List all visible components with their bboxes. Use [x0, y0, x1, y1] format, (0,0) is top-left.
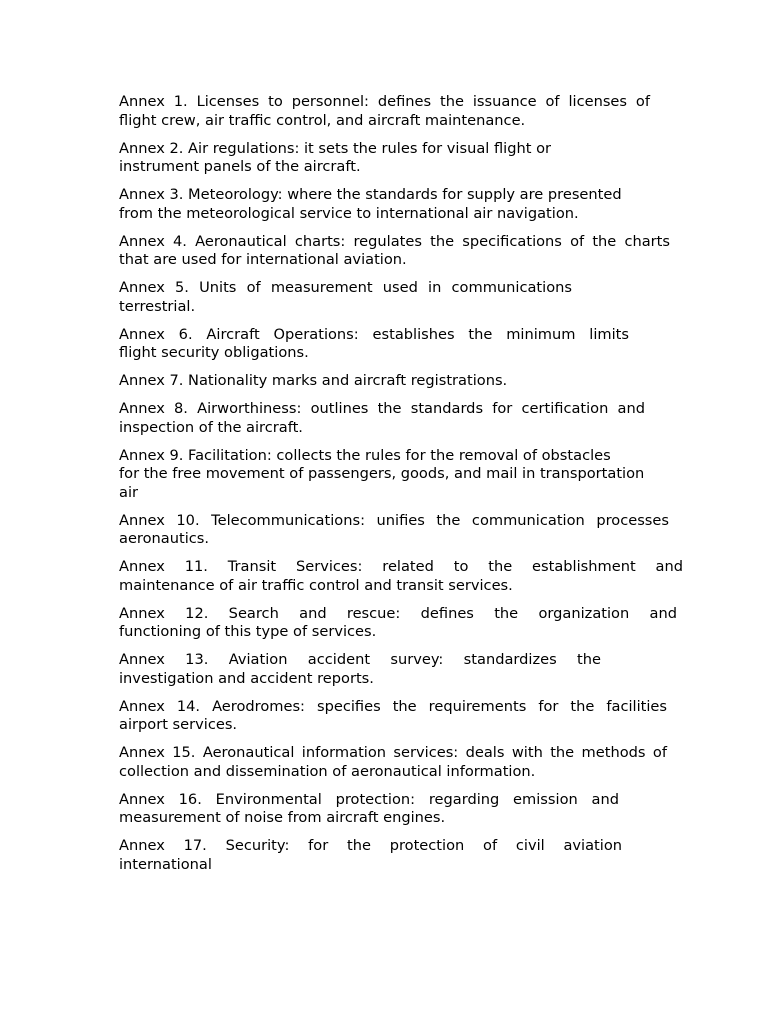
text-line: Annex 4. Aeronautical charts: regulates the specifications of the charts — [119, 232, 670, 250]
text-line: Annex 10. Telecommunications: unifies the communication processes — [119, 511, 669, 529]
text-line: Annex 2. Air regulations: it sets the rules for visual flight or — [119, 139, 552, 157]
text-line: that are used for international aviation. — [119, 251, 407, 268]
text-line: Annex 12. Search and rescue: defines the organization and — [119, 604, 677, 622]
annex-paragraph — [119, 186, 683, 223]
text-line: maintenance of air traffic control and transit services. — [119, 576, 513, 594]
text-line: flight crew, air traffic control, and aircraft maintenance. — [119, 111, 526, 129]
text-line: Annex 7. Nationality marks and aircraft registrations. — [119, 372, 508, 389]
text-line: airport services. — [119, 716, 238, 733]
text-line: Annex 1. Licenses to personnel: defines the issuance of licenses of — [119, 93, 650, 110]
annex-paragraph — [119, 400, 683, 437]
annex-paragraph — [119, 744, 683, 781]
text-line: air — [119, 483, 138, 501]
text-line: Annex 16. Environmental protection: regarding emission and — [119, 790, 619, 808]
annex-paragraph — [119, 140, 683, 177]
annex-paragraph — [119, 791, 683, 828]
annex-paragraph — [119, 93, 683, 130]
text-line: from the meteorological service to international air navigation. — [119, 204, 579, 222]
annex-paragraph — [119, 698, 683, 735]
text-line: Annex 14. Aerodromes: specifies the requirements for the facilities — [119, 697, 667, 715]
annex-paragraph — [119, 279, 683, 316]
annex-paragraph — [119, 372, 683, 391]
text-line: Annex 6. Aircraft Operations: establishes the minimum limits — [119, 325, 629, 343]
annex-list — [119, 93, 683, 884]
text-line: collection and dissemination of aeronautical information. — [119, 762, 536, 780]
text-line: Annex 11. Transit Services: related to the establishment and — [119, 558, 683, 575]
text-line: Annex 8. Airworthiness: outlines the standards for certification and — [119, 400, 645, 417]
annex-paragraph — [119, 837, 683, 874]
text-line: flight security obligations. — [119, 344, 309, 361]
text-line: Annex 15. Aeronautical information services: deals with the methods of — [119, 744, 667, 761]
text-line: investigation and accident reports. — [119, 669, 374, 687]
text-line: Annex 17. Security: for the protection of civil aviation — [119, 837, 622, 854]
text-line: inspection of the aircraft. — [119, 418, 303, 436]
text-line: measurement of noise from aircraft engines. — [119, 809, 446, 826]
annex-paragraph — [119, 558, 683, 595]
text-line: terrestrial. — [119, 297, 196, 315]
annex-paragraph — [119, 605, 683, 642]
annex-paragraph — [119, 326, 683, 363]
text-line: functioning of this type of services. — [119, 623, 377, 640]
text-line: international — [119, 855, 212, 873]
annex-paragraph — [119, 233, 683, 270]
text-line: aeronautics. — [119, 530, 210, 547]
text-line: Annex 13. Aviation accident survey: standardizes the — [119, 651, 601, 668]
annex-paragraph — [119, 651, 683, 688]
text-line: for the free movement of passengers, goods, and mail in transportation — [119, 465, 645, 482]
text-line: Annex 5. Units of measurement used in communications — [119, 279, 572, 296]
annex-paragraph — [119, 512, 683, 549]
annex-paragraph — [119, 447, 683, 503]
text-line: Annex 9. Facilitation: collects the rules for the removal of obstacles — [119, 446, 611, 464]
text-line: Annex 3. Meteorology: where the standards for supply are presented — [119, 186, 622, 203]
text-line: instrument panels of the aircraft. — [119, 158, 361, 175]
